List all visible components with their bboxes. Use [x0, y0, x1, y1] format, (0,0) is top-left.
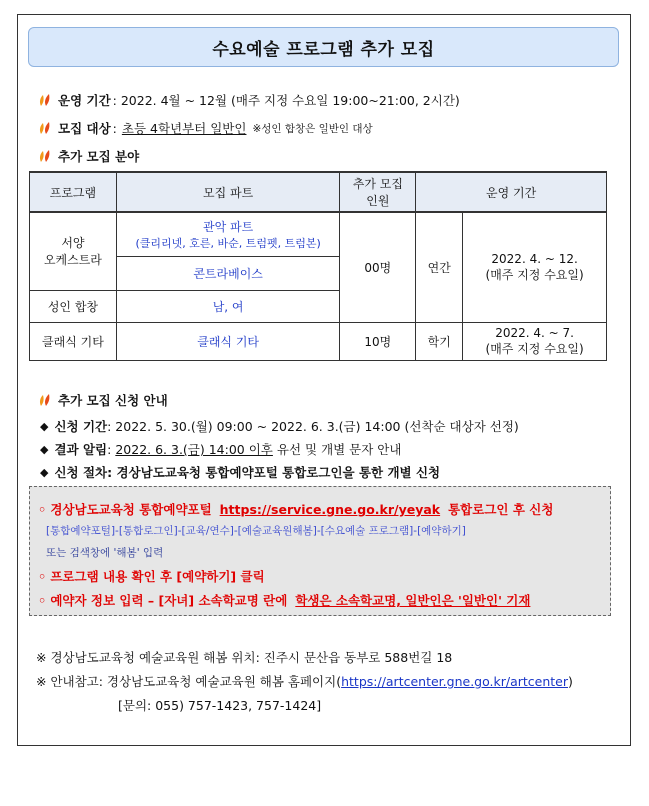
table-row: [30, 322, 607, 360]
cell-choir-part: 남, 여: [116, 290, 340, 322]
header-part: 모집 파트: [116, 172, 340, 212]
apply-heading-row: [38, 391, 168, 409]
apply-result-rest: 유선 및 개별 문자 안내: [276, 442, 402, 457]
apply-period-label: 신청 기간: [54, 419, 108, 434]
title-banner: [28, 27, 619, 67]
apply-process-row: [40, 463, 440, 481]
cell-orchestra: 서양 오케스트라: [30, 212, 117, 290]
diamond-icon: ◆: [40, 465, 49, 479]
cell-guitar-part: 클래식 기타: [116, 322, 340, 360]
cell-group1-count: 00명: [340, 212, 416, 322]
recruit-table: [29, 171, 607, 361]
diamond-icon: ◆: [40, 442, 49, 456]
header-period: 운영 기간: [416, 172, 607, 212]
location-note: ※ 경상남도교육청 예술교육원 해봄 위치: 진주시 문산읍 동부로 588번길 18: [36, 650, 453, 665]
apply-instruction-box: [29, 486, 611, 616]
cell-brass-part: 관악 파트 (클리리넷, 호른, 바순, 트럼펫, 트럼본): [116, 212, 340, 256]
box-line-1: [38, 500, 553, 518]
contact-note: [문의: 055) 757-1423, 757-1424]: [118, 698, 322, 713]
apply-period-row: [40, 417, 519, 435]
header-recruit: 추가 모집 인원: [340, 172, 416, 212]
cell-choir: 성인 합창: [30, 290, 117, 322]
cell-guitar-type: 학기: [416, 322, 463, 360]
target-value: 초등 4학년부터 일반인: [121, 121, 247, 136]
leaf-icon: [38, 121, 52, 135]
target-note: ※성인 합창은 일반인 대상: [252, 122, 373, 135]
diamond-icon: ◆: [40, 419, 49, 433]
apply-result-colon: :: [107, 441, 112, 457]
box-line-3: 또는 검색창에 '해봄' 입력: [46, 547, 164, 559]
cell-guitar-period: 2022. 4. ~ 7. (매주 지정 수요일): [463, 322, 607, 360]
apply-result-label: 결과 알림: [54, 442, 108, 457]
header-program: 프로그램: [30, 172, 117, 212]
apply-process-value: : 경상남도교육청 통합예약포털 통합로그인을 통한 개별 신청: [107, 465, 441, 480]
cell-guitar: 클래식 기타: [30, 322, 117, 360]
box-line5-prefix: ◦ 예약자 정보 입력 – [자녀] 소속학교명 란에: [38, 593, 288, 608]
box-line-5: [38, 591, 530, 609]
cell-bass-part: 콘트라베이스: [116, 256, 340, 290]
apply-period-value: : 2022. 5. 30.(월) 09:00 ~ 2022. 6. 3.(금) 14:00 (선착순 대상자 선정): [107, 419, 519, 434]
cell-guitar-count: 10명: [340, 322, 416, 360]
box-line1-prefix: ◦ 경상남도교육청 통합예약포털: [38, 502, 212, 517]
target-colon: :: [112, 120, 117, 136]
leaf-icon: [38, 93, 52, 107]
info-target-row: [38, 119, 373, 137]
box-line5-emph: 학생은 소속학교명, 일반인은 '일반인' 기재: [295, 593, 531, 608]
artcenter-link[interactable]: https://artcenter.gne.go.kr/artcenter: [341, 674, 569, 689]
reference-note: ※ 안내참고: 경상남도교육청 예술교육원 해봄 홈페이지(https://artcenter.gne.go.kr/artcenter): [36, 674, 573, 689]
period-label: 운영 기간: [58, 93, 111, 108]
cell-group1-type: 연간: [416, 212, 463, 322]
box-line1-suffix: 통합로그인 후 신청: [448, 502, 554, 517]
box-line-4: ◦ 프로그램 내용 확인 후 [예약하기] 클릭: [38, 569, 265, 584]
apply-result-date: 2022. 6. 3.(금) 14:00 이후: [115, 442, 273, 457]
apply-result-row: [40, 440, 401, 458]
apply-process-label: 신청 절차: [54, 465, 108, 480]
yeyak-link[interactable]: https://service.gne.go.kr/yeyak: [219, 502, 441, 517]
period-value: : 2022. 4월 ~ 12월 (매주 지정 수요일 19:00~21:00, 2시간): [112, 93, 460, 108]
table-header-row: [30, 172, 607, 212]
page-title: 수요예술 프로그램 추가 모집: [212, 39, 435, 60]
table-row: [30, 212, 607, 256]
target-label: 모집 대상: [58, 121, 111, 136]
field-label: 추가 모집 분야: [58, 149, 140, 164]
box-line-2: [통합예약포털]-[통합로그인]-[교육/연수]-[예술교육원해봄]-[수요예술 프로그램]-[예약하기]: [46, 525, 466, 537]
cell-group1-period: 2022. 4. ~ 12. (매주 지정 수요일): [463, 212, 607, 322]
info-period-row: [38, 91, 460, 109]
leaf-icon: [38, 393, 52, 407]
info-field-row: [38, 147, 139, 165]
leaf-icon: [38, 149, 52, 163]
apply-heading: 추가 모집 신청 안내: [58, 393, 168, 408]
